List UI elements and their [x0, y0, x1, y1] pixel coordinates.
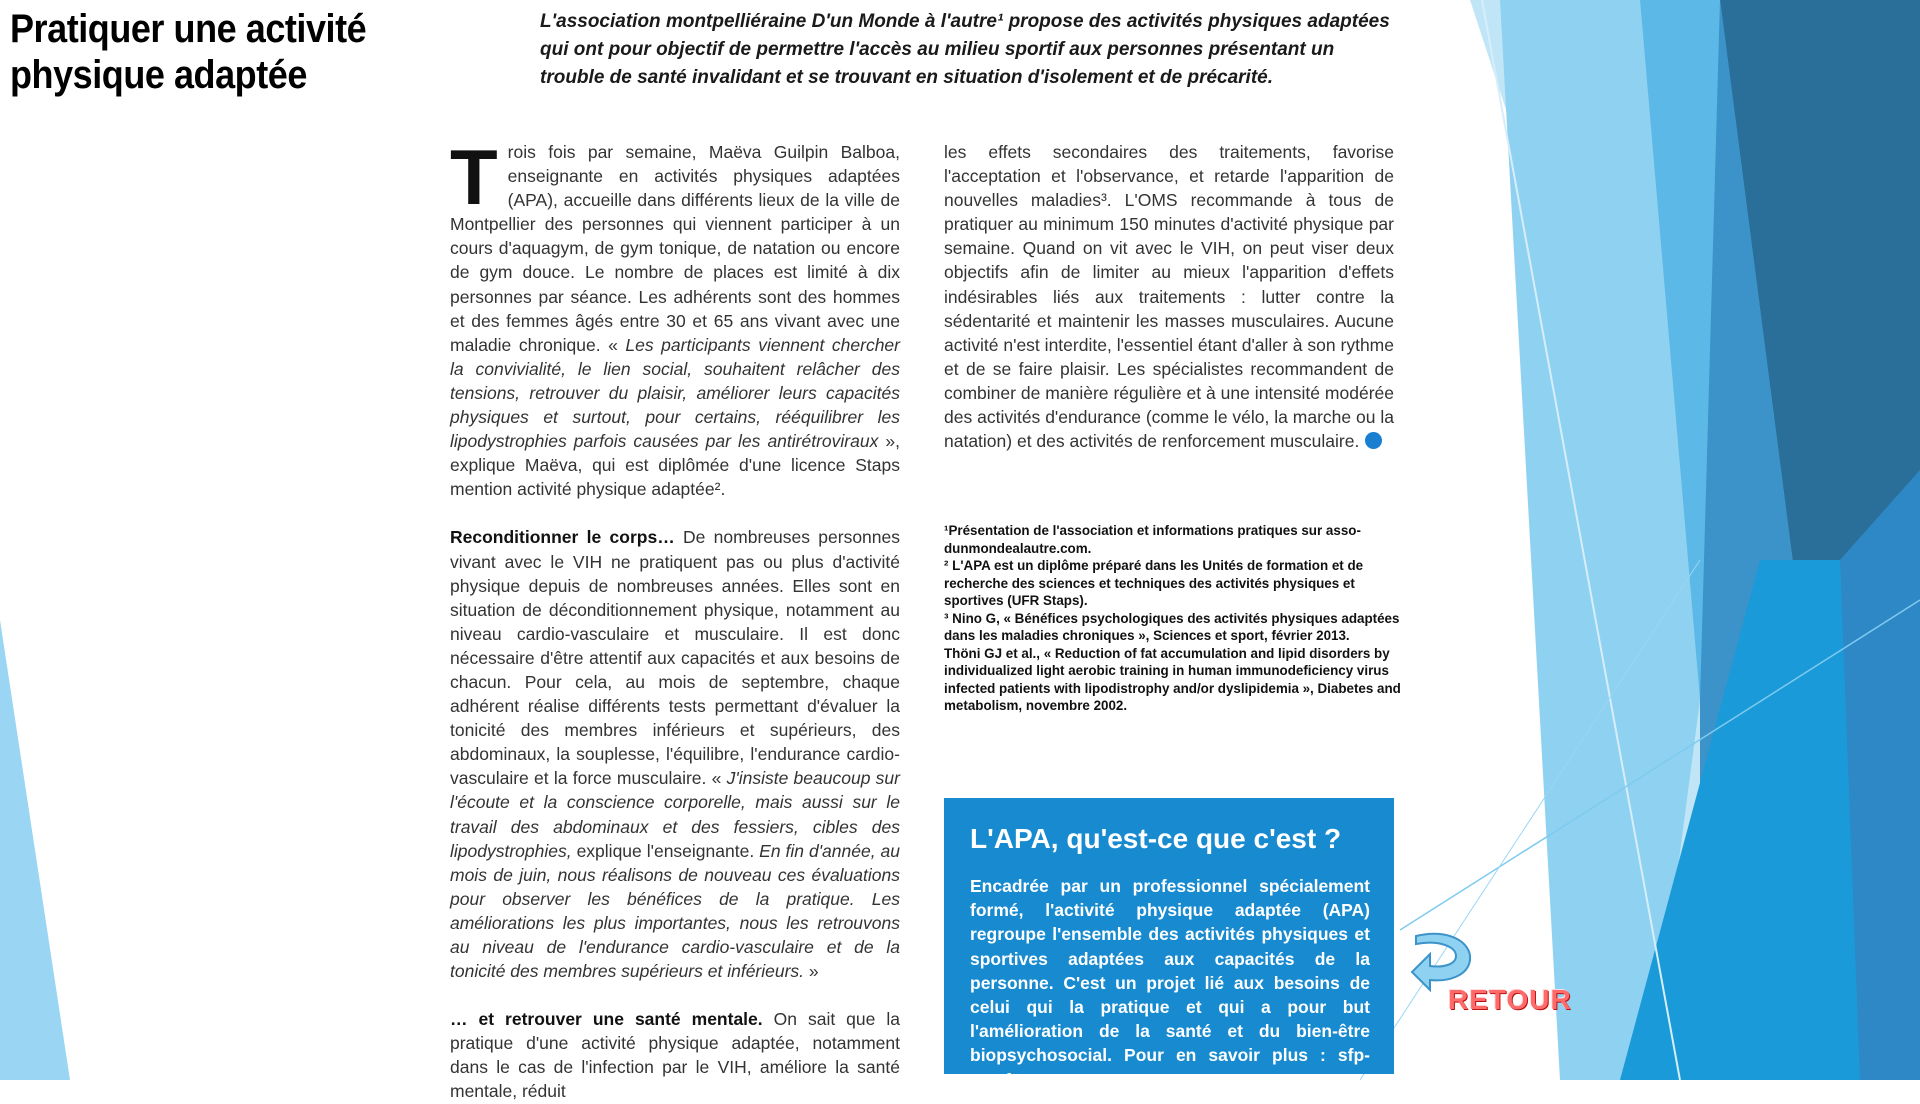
- apa-box-more-link: Pour en savoir plus : sfp-apa.fr: [970, 1045, 1370, 1090]
- paragraph-3-text: On sait que la pratique d'une activité physique adaptée, notamment dans le cas de l'infection par le VIH, améliore la santé mentale, réduit: [450, 1009, 900, 1102]
- paragraph-2-mid: explique l'enseignante.: [571, 840, 755, 861]
- footnotes: [944, 522, 1404, 715]
- slide-title: Pratiquer une activité physique adaptée: [10, 7, 367, 97]
- retour-button[interactable]: [1408, 924, 1588, 1024]
- paragraph-1-quote: Les participants viennent chercher la convivialité, le lien social, souhaitent relâcher des tensions, retrouver du plaisir, améliorer leurs capacités physiques et surtout, pour certains, rééquilibrer les lipodystrophies parfois causées par les antirétroviraux: [450, 334, 900, 452]
- footnote-1: ¹Présentation de l'association et informations pratiques sur asso-dunmondealautre.com.: [944, 523, 1361, 556]
- paragraph-3: [450, 1007, 900, 1103]
- article-right-column: [944, 140, 1394, 453]
- paragraph-2-heading: Reconditionner le corps…: [450, 527, 675, 548]
- paragraph-2-quote-1: J'insiste beaucoup sur l'écoute et la conscience corporelle, mais aussi sur le travail des abdominaux et des fessiers, cibles des lipodystrophies,: [450, 768, 900, 861]
- end-of-article-dot-icon: [1365, 432, 1382, 449]
- apa-box-title: L'APA, qu'est-ce que c'est ?: [970, 823, 1342, 854]
- right-column-paragraph: [944, 140, 1394, 453]
- drop-cap: T: [450, 133, 498, 221]
- article-left-column: [450, 133, 901, 1104]
- retour-label[interactable]: RETOUR: [1448, 984, 1572, 1015]
- footnote-3: ³ Nino G, « Bénéfices psychologiques des activités physiques adaptées dans les maladies chroniques », Sciences et sport, février 2013.: [944, 610, 1400, 643]
- right-column-text: les effets secondaires des traitements, favorise l'acceptation et l'observance, et retarde l'apparition de nouvelles maladies³. L'OMS recommande à tous de pratiquer au minimum 150 minutes d'activité physique par semaine. Quand on vit avec le VIH, on peut viser deux objectifs afin de limiter au mieux l'apparition d'effets indésirables liés aux traitements : lutter contre la sédentarité et maintenir les masses musculaires. Aucune activité n'est interdite, l'essentiel étant d'aller à son rythme et de se faire plaisir. Les spécialistes recommandent de combiner de manière régulière et à une intensité modérée des activités d'endurance (comme le vélo, la marche ou la natation) et des activités de renforcement musculaire.: [944, 142, 1394, 452]
- paragraph-2: [450, 525, 900, 983]
- paragraph-1-end: », explique Maëva, qui est diplômée d'une licence Staps mention activité physique adaptée².: [450, 431, 900, 500]
- paragraph-2-quote-2: En fin d'année, au mois de juin, nous réalisons de nouveau ces évaluations pour observer les bénéfices de la pratique. Les améliorations les plus importantes, nous les retrouvons au niveau de l'endurance cardio-vasculaire et de la tonicité des membres supérieurs et inférieurs.: [450, 840, 900, 982]
- paragraph-1: [450, 133, 900, 501]
- paragraph-3-heading: … et retrouver une santé mentale.: [450, 1009, 763, 1030]
- left-background-facet: [0, 620, 70, 1080]
- apa-box-text: [970, 874, 1370, 1092]
- article-scan: [440, 0, 1440, 1102]
- apa-info-box: [944, 798, 1394, 1090]
- paragraph-1-start: rois fois par semaine, Maëva Guilpin Balboa, enseignante en activités physiques adaptées (APA), accueille dans différents lieux de la ville de Montpellier des personnes qui viennent participer à un cours d'aquagym, de gym tonique, de natation ou encore de gym douce. Le nombre de places est limité à dix personnes par séance. Les adhérents sont des hommes et des femmes âgés entre 30 et 65 ans vivant avec une maladie chronique. «: [450, 142, 900, 355]
- footnote-2: ² L'APA est un diplôme préparé dans les Unités de formation et de recherche des sciences et techniques des activités physiques et sportives (UFR Staps).: [944, 558, 1364, 608]
- paragraph-2-text: De nombreuses personnes vivant avec le VIH ne pratiquent pas ou plus d'activité physique depuis de nombreuses années. Elles sont en situation de déconditionnement physique, notamment au niveau cardio-vasculaire et musculaire. Il est donc nécessaire d'être attentif aux capacités et aux besoins de chacun. Pour cela, au mois de septembre, chaque adhérent réalise différents tests permettant d'évaluer la tonicité des membres inférieurs et supérieurs, des abdominaux, la souplesse, l'équilibre, l'endurance cardio-vasculaire et la force musculaire. «: [450, 527, 901, 789]
- article-intro: L'association montpelliéraine D'un Monde à l'autre¹ propose des activités physiques adaptées qui ont pour objectif de permettre l'accès au milieu sportif aux personnes présentant un trouble de santé invalidant et se trouvant en situation d'isolement et de précarité.: [540, 11, 1390, 88]
- paragraph-2-end: »: [804, 961, 819, 982]
- apa-box-body: Encadrée par un professionnel spécialement formé, l'activité physique adaptée (APA) regroupe l'ensemble des activités physiques et sportives adaptées aux capacités de la personne. C'est un projet lié aux besoins de celui qui la pratique et qui a pour but l'amélioration de la santé et du bien-être biopsychosocial.: [970, 876, 1370, 1066]
- footnote-4: Thöni GJ et al., « Reduction of fat accumulation and lipid disorders by individualized light aerobic training in human immunodeficiency virus infected patients with lipodistrophy and/or dyslipidemia », Diabetes and metabolism, novembre 2002.: [944, 645, 1401, 713]
